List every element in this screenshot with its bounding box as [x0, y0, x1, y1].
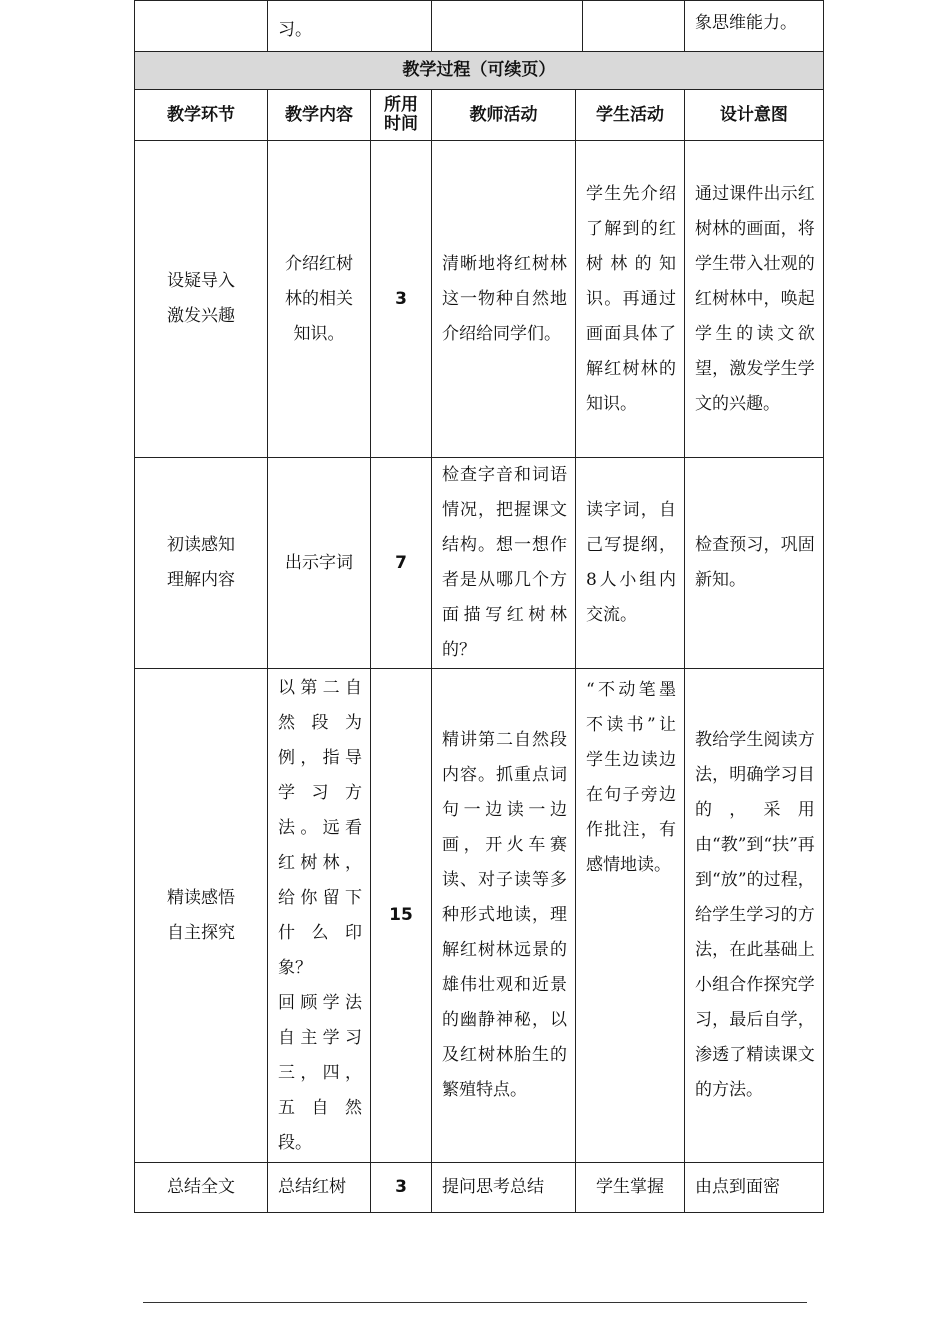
row-student: “不动笔墨不读书”让学生边读边在句子旁边作批注，有感情地读。 [576, 669, 685, 1163]
row-time: 7 [371, 458, 432, 669]
row-student: 读字词，自己写提纲，8人小组内交流。 [576, 458, 685, 669]
header-teacher: 教师活动 [432, 90, 576, 141]
row-intent: 教给学生阅读方法，明确学习目的，采用由“教”到“扶”再到“放”的过程，给学生学习的方法，在此基础上小组合作探究学习，最后自学，渗透了精读课文的方法。 [685, 669, 824, 1163]
row-stage: 总结全文 [135, 1163, 268, 1213]
row-student: 学生先介绍了解到的红树林的知识。再通过画面具体了解红树林的知识。 [576, 141, 685, 458]
continuation-content: 习。 [278, 20, 312, 40]
row-teacher: 精讲第二自然段内容。抓重点词句一边读一边画，开火车赛读、对子读等多种形式地读，理解红树林远景的雄伟壮观和近景的幽静神秘，以及红树林胎生的繁殖特点。 [432, 669, 576, 1163]
continuation-stage-cell [135, 1, 268, 52]
row-time: 3 [371, 141, 432, 458]
continuation-activities-cell [432, 1, 685, 52]
row-intent: 由点到面密 [685, 1163, 824, 1213]
table-header-row [135, 90, 824, 141]
row-content: 出示字词 [268, 458, 371, 669]
header-content: 教学内容 [268, 90, 371, 141]
header-time-line2: 时间 [384, 114, 418, 134]
continuation-row [135, 1, 824, 52]
row-content: 以第二自然段为例，指导学习方法。远看红树林，给你留下什么印象？ 回顾学法自主学习三，四，五自然段。 [268, 669, 371, 1163]
lesson-process-table [134, 0, 824, 1213]
table-row [135, 1163, 824, 1213]
header-student: 学生活动 [576, 90, 685, 141]
header-time-line1: 所用 [384, 95, 418, 115]
row-student: 学生掌握 [576, 1163, 685, 1213]
row-teacher: 提问思考总结 [432, 1163, 576, 1213]
row-intent: 检查预习，巩固新知。 [685, 458, 824, 669]
continuation-content-cell [268, 1, 432, 52]
header-time [371, 90, 432, 141]
footer-divider [143, 1302, 807, 1303]
header-intent: 设计意图 [685, 90, 824, 141]
header-stage: 教学环节 [135, 90, 268, 141]
table-row [135, 141, 824, 458]
continuation-intent: 象思维能力。 [685, 1, 824, 52]
table-row [135, 458, 824, 669]
row-teacher: 清晰地将红树林这一物种自然地介绍给同学们。 [432, 141, 576, 458]
row-time: 3 [371, 1163, 432, 1213]
table-row [135, 669, 824, 1163]
row-stage: 精读感悟 自主探究 [135, 669, 268, 1163]
row-stage: 初读感知 理解内容 [135, 458, 268, 669]
row-teacher: 检查字音和词语情况，把握课文结构。想一想作者是从哪几个方面描写红树林的？ [432, 458, 576, 669]
section-banner: 教学过程（可续页） [135, 52, 824, 90]
row-content: 总结红树 [268, 1163, 371, 1213]
row-intent: 通过课件出示红树林的画面，将学生带入壮观的红树林中，唤起学生的读文欲望，激发学生学文的兴趣。 [685, 141, 824, 458]
row-stage: 设疑导入 激发兴趣 [135, 141, 268, 458]
row-time: 15 [371, 669, 432, 1163]
row-content: 介绍红树 林的相关 知识。 [268, 141, 371, 458]
